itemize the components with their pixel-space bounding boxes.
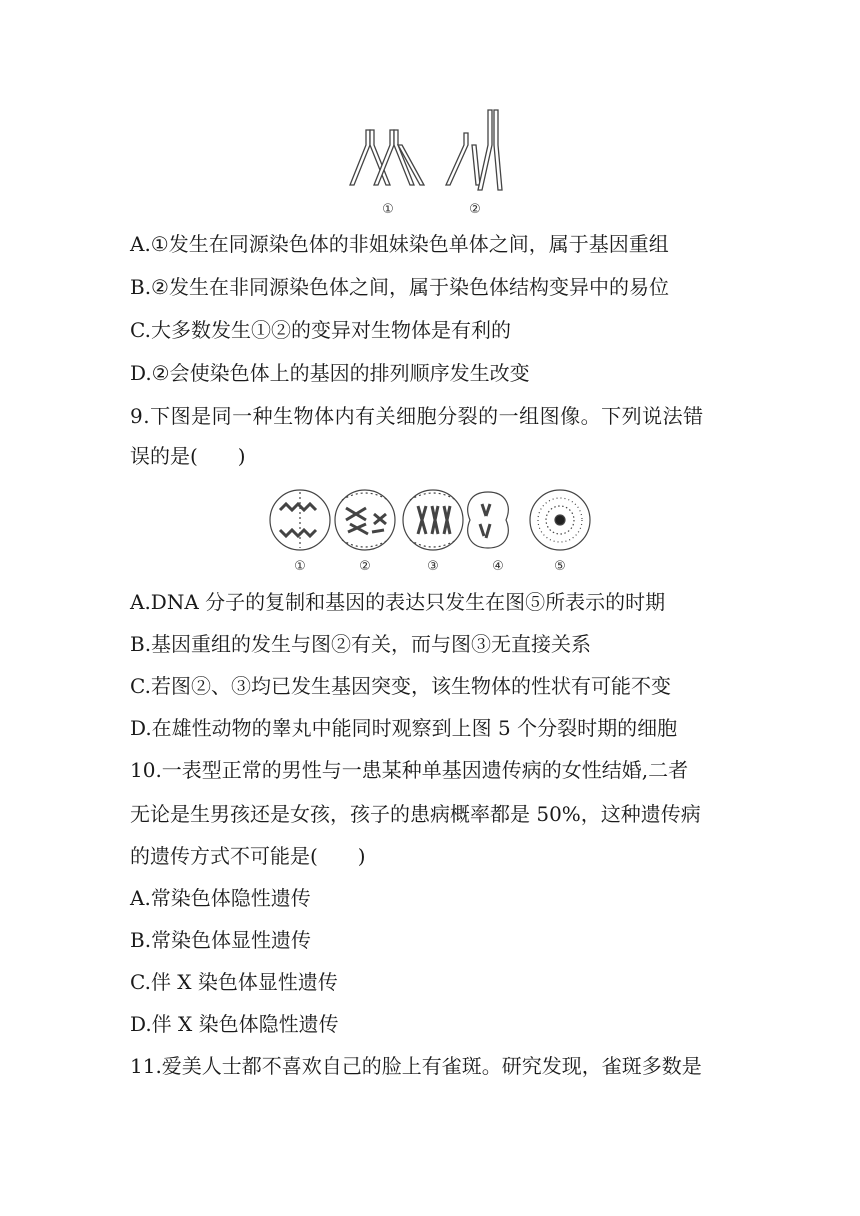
q8-option-b: B.②发生在非同源染色体之间，属于染色体结构变异中的易位: [130, 275, 669, 299]
q9-option-c: C.若图②、③均已发生基因突变，该生物体的性状有可能不变: [130, 674, 671, 698]
q10-option-c: C.伴 X 染色体显性遗传: [130, 970, 338, 994]
figure1-label-1: ①: [382, 202, 394, 217]
cell-label-4: ④: [492, 559, 504, 574]
cell-label-2: ②: [359, 559, 371, 574]
cell-label-1: ①: [294, 559, 306, 574]
q10-stem-line1: 10.一表型正常的男性与一患某种单基因遗传病的女性结婚,二者: [130, 758, 689, 782]
cell-label-3: ③: [427, 559, 439, 574]
figure1-label-2: ②: [469, 202, 481, 217]
q9-stem-line2: 误的是( ): [130, 444, 246, 468]
q9-option-a: A.DNA 分子的复制和基因的表达只发生在图⑤所表示的时期: [130, 590, 666, 614]
cell-label-5: ⑤: [554, 559, 566, 574]
q10-stem-line3: 的遗传方式不可能是( ): [130, 844, 366, 868]
chromosome-variation-figure: [340, 105, 520, 217]
q8-option-a: A.①发生在同源染色体的非姐妹染色单体之间，属于基因重组: [130, 232, 669, 256]
q10-option-d: D.伴 X 染色体隐性遗传: [130, 1012, 339, 1036]
q8-option-d: D.②会使染色体上的基因的排列顺序发生改变: [130, 361, 530, 385]
q10-stem-line2: 无论是生男孩还是女孩，孩子的患病概率都是 50%，这种遗传病: [130, 802, 701, 826]
q10-option-a: A.常染色体隐性遗传: [130, 886, 311, 910]
q11-stem-line1: 11.爱美人士都不喜欢自己的脸上有雀斑。研究发现，雀斑多数是: [130, 1054, 702, 1078]
q9-option-b: B.基因重组的发生与图②有关，而与图③无直接关系: [130, 632, 592, 656]
q9-stem-line1: 9.下图是同一种生物体内有关细胞分裂的一组图像。下列说法错: [130, 404, 704, 428]
q9-option-d: D.在雄性动物的睾丸中能同时观察到上图 5 个分裂时期的细胞: [130, 716, 678, 740]
q8-option-c: C.大多数发生①②的变异对生物体是有利的: [130, 318, 511, 342]
cell-division-figure: [262, 486, 602, 574]
q10-option-b: B.常染色体显性遗传: [130, 928, 312, 952]
